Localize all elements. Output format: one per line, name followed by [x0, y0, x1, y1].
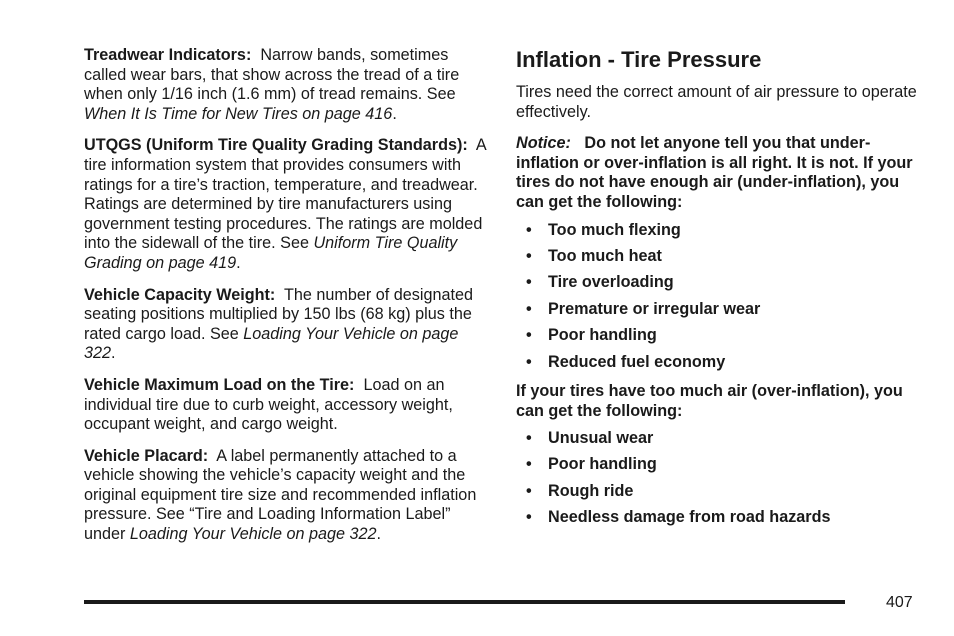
treadwear-definition — [84, 46, 488, 124]
bullet-icon: • — [526, 508, 532, 527]
intro-paragraph: Tires need the correct amount of air pressure to operate effectively. — [516, 83, 917, 121]
definition-term: Treadwear Indicators: — [84, 46, 252, 64]
definition-end: . — [111, 344, 116, 363]
page-number: 407 — [886, 594, 913, 611]
notice-paragraph — [516, 134, 920, 212]
list-item — [516, 349, 920, 375]
list-item — [516, 243, 920, 269]
definition-end: . — [392, 104, 397, 123]
definition-text: A tire information system that provides consumers with ratings for a tire’s traction, temperature, and treadwear. Ratings are determined by tire manufacturers using government testing procedures. The ratings are molded into the sidewall of the tire. See — [84, 136, 486, 253]
definition-text: A label permanently attached to a vehicle showing the vehicle’s capacity weight and the original equipment tire size and recommended inflation pressure. See “Tire and Loading Information Label” under — [84, 446, 477, 544]
bullet-icon: • — [526, 273, 532, 292]
list-item-text: Poor handling — [548, 326, 657, 345]
bullet-icon: • — [526, 246, 532, 265]
list-item-text: Unusual wear — [548, 429, 654, 448]
under-inflation-list — [516, 217, 920, 375]
cross-reference: When It Is Time for New Tires on page 416 — [84, 104, 393, 123]
bullet-icon: • — [526, 429, 532, 448]
placard-definition — [84, 447, 488, 545]
list-item — [516, 269, 920, 295]
list-item — [516, 322, 920, 348]
notice-text: Do not let anyone tell you that under-inflation or over-inflation is all right. It is not. If your tires do not have enough air (under-inflation), you can get the following: — [516, 134, 913, 211]
max-load-definition — [84, 376, 488, 435]
list-item-text: Too much flexing — [548, 220, 681, 239]
definition-term: UTQGS (Uniform Tire Quality Grading Standards): — [84, 136, 468, 155]
list-item — [516, 296, 920, 322]
utqgs-definition — [84, 136, 488, 273]
list-item-text: Too much heat — [548, 246, 662, 265]
cross-reference: Loading Your Vehicle on page 322 — [129, 525, 377, 544]
bullet-icon: • — [526, 352, 532, 371]
footer-rule — [84, 600, 845, 604]
list-item-text: Reduced fuel economy — [548, 352, 726, 371]
right-column — [516, 46, 920, 538]
bullet-icon: • — [526, 326, 532, 345]
notice-label: Notice: — [516, 134, 571, 153]
left-column — [84, 46, 488, 557]
definition-term: Vehicle Maximum Load on the Tire: — [84, 375, 355, 394]
cross-reference: Uniform Tire Quality Grading on page 419 — [84, 234, 458, 272]
capacity-weight-definition — [84, 286, 488, 364]
definition-text: Load on an individual tire due to curb weight, accessory weight, occupant weight, and cargo weight. — [84, 375, 453, 434]
cross-reference: Loading Your Vehicle on page 322 — [84, 324, 459, 363]
section-heading: Inflation - Tire Pressure — [516, 47, 762, 72]
list-item — [516, 478, 920, 504]
definition-term: Vehicle Placard: — [84, 446, 209, 465]
list-item — [516, 217, 920, 243]
definition-text: Narrow bands, sometimes called wear bars, that show across the tread of a tire when only 1/16 inch (1.6 mm) of tread remains. See — [84, 46, 460, 104]
bullet-icon: • — [526, 220, 532, 239]
list-item-text: Tire overloading — [548, 273, 674, 292]
bullet-icon: • — [526, 455, 532, 474]
list-item — [516, 425, 920, 451]
list-item-text: Premature or irregular wear — [548, 299, 761, 318]
bullet-icon: • — [526, 299, 532, 318]
list-item-text: Poor handling — [548, 455, 657, 474]
bullet-icon: • — [526, 481, 532, 500]
definition-term: Vehicle Capacity Weight: — [84, 285, 276, 304]
list-item-text: Rough ride — [548, 481, 634, 500]
list-item — [516, 504, 920, 530]
over-inflation-list — [516, 425, 920, 531]
list-item-text: Needless damage from road hazards — [548, 508, 831, 527]
list-item — [516, 451, 920, 477]
definition-text: The number of designated seating positions multiplied by 150 lbs (68 kg) plus the rated cargo load. See — [84, 285, 473, 343]
definition-end: . — [376, 525, 382, 544]
over-inflation-intro: If your tires have too much air (over-inflation), you can get the following: — [516, 381, 903, 420]
definition-end: . — [236, 253, 241, 272]
